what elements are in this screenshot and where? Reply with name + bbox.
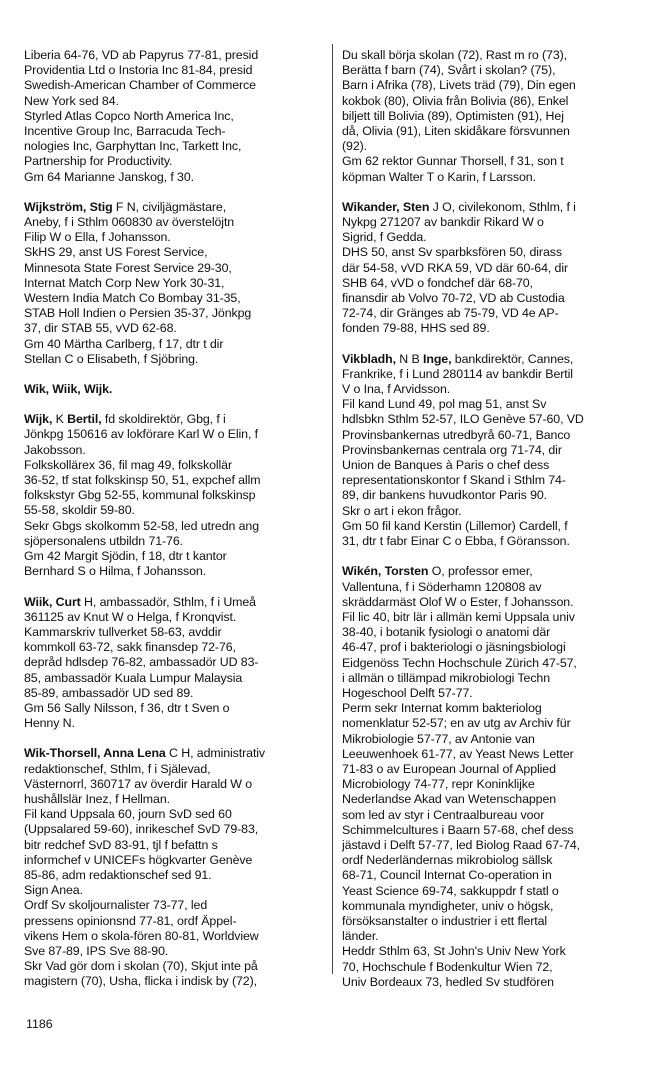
entry-text-line: Provinsbankernas utredbyrå 60-71, Banco <box>342 427 571 442</box>
entry-text-line: kommunala myndigheter, univ o högsk, <box>342 898 554 913</box>
page-number: 1186 <box>26 1017 53 1031</box>
entry-text-line: Liberia 64-76, VD ab Papyrus 77-81, presid <box>24 48 259 62</box>
entry-text-line: Fil kand Uppsala 60, journ SvD sed 60 <box>24 807 232 822</box>
entry-text-line: 89, dir bankens huvudkontor Paris 90. <box>342 488 548 503</box>
entry-heading-text: bankdirektör, Cannes, <box>451 351 574 366</box>
entry-text-line: Incentive Group Inc, Barracuda Tech- <box>24 124 226 139</box>
entry-text-line: Fil lic 40, bitr lär i allmän kemi Uppsala univ <box>342 609 575 624</box>
entry-heading-line <box>24 382 324 397</box>
right-column <box>342 48 644 1005</box>
entry-heading-line <box>24 595 324 610</box>
entry-text-line: Union de Banques à Paris o chef dess <box>342 458 550 473</box>
entry-text-line: Filip W o Ella, f Johansson. <box>24 230 171 245</box>
entry-text-line: som led av styr i Centraalbureau voor <box>342 807 545 822</box>
entry-heading-text: C H, administrativ <box>165 746 266 761</box>
entry-text-line: redaktionschef, Sthlm, f i Själevad, <box>24 761 211 776</box>
entry-text-line: Du skall börja skolan (72), Rast m ro (73), <box>342 48 568 62</box>
biography-entry <box>342 200 644 337</box>
entry-text-line: Ordf Sv skoljournalister 73-77, led <box>24 898 208 913</box>
entry-text-line: Schimmelcultures i Baarn 57-68, chef dess <box>342 822 574 837</box>
entry-heading-line <box>24 412 324 427</box>
entry-text-line: 38-40, i botanik fysiologi o anatomi där <box>342 625 551 640</box>
entry-name: Wikander, Sten <box>342 199 430 214</box>
entry-text-line: Gm 56 Sally Nilsson, f 36, dtr t Sven o <box>24 700 230 715</box>
entry-name: Wikén, Torsten <box>342 564 429 579</box>
entry-name: Wijk, <box>24 412 53 427</box>
entry-text-line: STAB Holl Indien o Persien 35-37, Jönkpg <box>24 306 252 321</box>
entry-heading-line <box>24 746 324 761</box>
entry-text-line: Mikrobiologie 57-77, av Antonie van <box>342 731 535 746</box>
entry-text-line: Gm 42 Margit Sjödin, f 18, dtr t kantor <box>24 549 227 564</box>
entry-text-line: Bernhard S o Hilma, f Johansson. <box>24 564 207 579</box>
biography-entry <box>24 746 324 989</box>
entry-text-line: New York sed 84. <box>24 93 119 108</box>
entry-text-line: 36-52, tf stat folkskinsp 50, 51, expchef allm <box>24 473 261 488</box>
entry-name: Inge, <box>423 351 452 366</box>
entry-text-line: Vallentuna, f i Söderhamn 120808 av <box>342 579 542 594</box>
entry-heading-line <box>342 564 644 579</box>
entry-text-line: Skr Vad gör dom i skolan (70), Skjut inte på <box>24 959 258 974</box>
entry-text-line: Yeast Science 69-74, sakkuppdr f statl o <box>342 883 559 898</box>
entry-text-line: i allmän o tillämpad mikrobiologi Techn <box>342 670 550 685</box>
entry-text-line: (Uppsalared 59-60), inrikeschef SvD 79-83, <box>24 822 259 837</box>
entry-text-line: Berätta f barn (74), Svårt i skolan? (75), <box>342 63 556 78</box>
entry-heading-line <box>24 200 324 215</box>
entry-text-line: Jönkpg 150616 av lokförare Karl W o Elin, f <box>24 427 259 442</box>
entry-text-line: Eidgenöss Techn Hochschule Zürich 47-57, <box>342 655 577 670</box>
entry-text-line: informchef v UNICEFs högkvarter Genève <box>24 852 253 867</box>
entry-text-line: 85-86, adm redaktionschef sed 91. <box>24 867 212 882</box>
entry-text-line: 71-83 o av European Journal of Applied <box>342 761 556 776</box>
entry-text-line: Jakobsson. <box>24 442 86 457</box>
entry-text-line: Folkskollärex 36, fil mag 49, folkskollär <box>24 457 232 472</box>
entry-text-line: Kammarskriv tullverket 58-63, avddir <box>24 624 222 639</box>
entry-heading-line <box>342 200 644 215</box>
entry-text-line: vikens Hem o skola-fören 80-81, Worldview <box>24 928 259 943</box>
entry-text-line: representationskontor f Skand i Sthlm 74- <box>342 473 566 488</box>
entry-text-line: Swedish-American Chamber of Commerce <box>24 78 256 93</box>
entry-text-line: Leeuwenhoek 61-77, av Yeast News Letter <box>342 746 574 761</box>
entry-text-line: länder. <box>342 929 379 944</box>
biography-entry <box>24 48 324 185</box>
entry-text-line: 46-47, prof i bakteriologi o jäsningsbiologi <box>342 640 566 655</box>
entry-text-line: V o Ina, f Arvidsson. <box>342 382 451 397</box>
entry-text-line: 68-71, Council Internat Co-operation in <box>342 868 552 883</box>
entry-text-line: Univ Bordeaux 73, hedled Sv studfören <box>342 974 554 989</box>
entry-name: Wiik, Curt <box>24 594 81 609</box>
entry-text-line: där 54-58, vVD RKA 59, VD där 60-64, dir <box>342 260 569 275</box>
entry-text-line: Nykpg 271207 av bankdir Rikard W o <box>342 215 544 230</box>
entry-text-line: folkskstyr Gbg 52-55, kommunal folkskinsp <box>24 488 256 503</box>
entry-text-line: Fil kand Lund 49, pol mag 51, anst Sv <box>342 397 547 412</box>
entry-text-line: Stellan C o Elisabeth, f Sjöbring. <box>24 351 199 366</box>
entry-text-line: Sign Anea. <box>24 883 83 898</box>
entry-text-line: Sigrid, f Gedda. <box>342 230 427 245</box>
entry-name: Vikbladh, <box>342 351 396 366</box>
entry-text-line: hdlsbkn Sthlm 52-57, ILO Genève 57-60, VD <box>342 412 584 427</box>
entry-text-line: ordf Nederländernas mikrobiolog sällsk <box>342 853 553 868</box>
entry-text-line: Providentia Ltd o Instoria Inc 81-84, presid <box>24 63 253 78</box>
entry-text-line: pressens opinionsnd 77-81, ordf Äppel- <box>24 913 237 928</box>
biography-entry <box>342 564 644 990</box>
entry-text-line: 37, dir STAB 55, vVD 62-68. <box>24 321 177 336</box>
entry-heading-text: K <box>52 412 68 427</box>
entry-name: Wijkström, Stig <box>24 199 113 214</box>
entry-text-line: försöksanstalter o industrier i ett flertal <box>342 913 548 928</box>
entry-text-line: Heddr Sthlm 63, St John's Univ New York <box>342 944 566 959</box>
entry-heading-text: O, professor emer, <box>428 564 533 579</box>
entry-text-line: fonden 79-88, HHS sed 89. <box>342 321 490 336</box>
entry-text-line: Perm sekr Internat komm bakteriolog <box>342 701 542 716</box>
entry-text-line: bitr redchef SvD 83-91, tjl f befattn s <box>24 837 218 852</box>
entry-text-line: DHS 50, anst Sv sparbksfören 50, dirass <box>342 245 562 260</box>
entry-text-line: kokbok (80), Olivia från Bolivia (86), Enkel <box>342 93 569 108</box>
entry-text-line: sjöpersonalens utbildn 71-76. <box>24 533 183 548</box>
entry-text-line: Gm 64 Marianne Janskog, f 30. <box>24 169 194 184</box>
entry-text-line: biljett till Bolivia (89), Optimisten (91), Hej <box>342 108 564 123</box>
entry-text-line: (92). <box>342 139 367 154</box>
column-divider <box>332 44 333 974</box>
biography-entry <box>24 200 324 367</box>
entry-text-line: kommkoll 63-72, sakk finansdep 72-76, <box>24 640 236 655</box>
entry-heading-text: N B <box>395 351 424 366</box>
entry-text-line: Sve 87-89, IPS Sve 88-90. <box>24 943 169 958</box>
entry-text-line: Styrled Atlas Copco North America Inc, <box>24 108 234 123</box>
entry-text-line: Gm 62 rektor Gunnar Thorsell, f 31, son t <box>342 154 564 169</box>
entry-text-line: jästavd i Delft 57-77, led Biolog Raad 67-74, <box>342 837 580 852</box>
entry-text-line: nologies Inc, Garphyttan Inc, Tarkett Inc, <box>24 139 242 154</box>
entry-text-line: Sekr Gbgs skolkomm 52-58, led utredn ang <box>24 518 259 533</box>
entry-text-line: Henny N. <box>24 716 75 731</box>
entry-text-line: Västernorrl, 360717 av överdir Harald W o <box>24 776 252 791</box>
entry-text-line: Minnesota State Forest Service 29-30, <box>24 260 232 275</box>
entry-text-line: Nederlandse Akad van Wetenschappen <box>342 792 557 807</box>
entry-text-line: 361125 av Knut W o Helga, f Kronqvist. <box>24 609 237 624</box>
entry-text-line: Internat Match Corp New York 30-31, <box>24 275 225 290</box>
entry-text-line: Hogeschool Delft 57-77. <box>342 685 473 700</box>
entry-text-line: nomenklatur 52-57; en av utg av Archiv für <box>342 716 571 731</box>
entry-text-line: Barn i Afrika (78), Livets träd (79), Din egen <box>342 78 576 93</box>
biography-entry <box>24 595 324 732</box>
entry-text-line: Western India Match Co Bombay 31-35, <box>24 291 241 306</box>
entry-text-line: SkHS 29, anst US Forest Service, <box>24 245 208 260</box>
entry-text-line: 85-89, ambassadör UD sed 89. <box>24 685 194 700</box>
entry-name: Bertil, <box>67 412 102 427</box>
entry-name: Wik-Thorsell, Anna Lena <box>24 746 166 761</box>
entry-text-line: Provinsbankernas centrala org 71-74, dir <box>342 442 562 457</box>
entry-text-line: depråd hdlsdep 76-82, ambassadör UD 83- <box>24 655 259 670</box>
biography-entry <box>342 352 644 550</box>
entry-text-line: hushållslär Inez, f Hellman. <box>24 791 170 806</box>
biography-entry <box>24 412 324 579</box>
entry-text-line: 72-74, dir Gränges ab 75-79, VD 4e AP- <box>342 306 559 321</box>
entry-text-line: finansdir ab Volvo 70-72, VD ab Custodia <box>342 291 565 306</box>
entry-heading-text: fd skoldirektör, Gbg, f i <box>101 412 226 427</box>
entry-text-line: 70, Hochschule f Bodenkultur Wien 72, <box>342 959 553 974</box>
entry-text-line: Gm 40 Märtha Carlberg, f 17, dtr t dir <box>24 336 224 351</box>
entry-text-line: köpman Walter T o Karin, f Larsson. <box>342 169 536 184</box>
entry-text-line: Microbiology 74-77, repr Koninklijke <box>342 777 535 792</box>
entry-name: Wik, Wiik, Wijk. <box>24 382 113 397</box>
entry-text-line: SHB 64, vVD o fondchef där 68-70, <box>342 275 533 290</box>
entry-text-line: skräddarmäst Olof W o Ester, f Johansson. <box>342 594 574 609</box>
entry-heading-text: H, ambassadör, Sthlm, f i Umeå <box>80 594 256 609</box>
entry-text-line: 55-58, skoldir 59-80. <box>24 503 135 518</box>
entry-heading-text: J O, civilekonom, Sthlm, f i <box>429 199 576 214</box>
entry-text-line: Partnership for Productivity. <box>24 154 173 169</box>
entry-heading-text: F N, civiljägmästare, <box>112 199 227 214</box>
biography-entry <box>342 48 644 185</box>
entry-text-line: Gm 50 fil kand Kerstin (Lillemor) Cardell, f <box>342 518 568 533</box>
entry-text-line: 85, ambassadör Kuala Lumpur Malaysia <box>24 670 243 685</box>
entry-text-line: då, Olivia (91), Liten skidåkare försvunnen <box>342 124 570 139</box>
left-column <box>24 48 324 1005</box>
entry-text-line: 31, dtr t fabr Einar C o Ebba, f Göransson. <box>342 534 570 549</box>
biography-entry <box>24 382 324 397</box>
entry-text-line: magistern (70), Usha, flicka i indisk by (72), <box>24 974 257 989</box>
entry-text-line: Skr o art i ekon frågor. <box>342 503 462 518</box>
entry-text-line: Frankrike, f i Lund 280114 av bankdir Bertil <box>342 366 573 381</box>
entry-text-line: Aneby, f i Sthlm 060830 av överstelöjtn <box>24 215 235 230</box>
entry-heading-line <box>342 352 644 367</box>
